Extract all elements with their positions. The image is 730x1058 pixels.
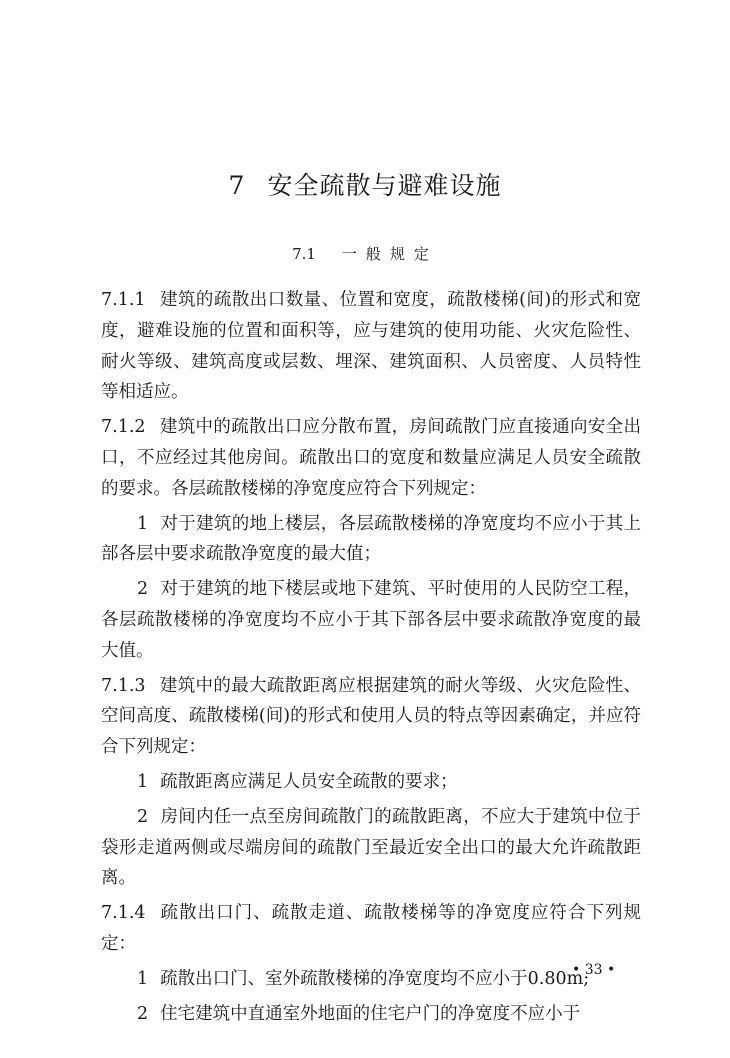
item-paragraph bbox=[101, 509, 641, 571]
clause-number: 7.1.2 bbox=[101, 417, 146, 438]
clause-paragraph bbox=[101, 412, 641, 504]
item-number: 2 bbox=[137, 1003, 149, 1024]
item-number: 1 bbox=[137, 771, 149, 792]
item-text: 对于建筑的地上楼层，各层疏散楼梯的净宽度均不应小于其上部各层中要求疏散净宽度的最大值； bbox=[101, 513, 641, 565]
item-number: 1 bbox=[137, 513, 149, 534]
item-text: 疏散距离应满足人员安全疏散的要求； bbox=[160, 771, 458, 792]
chapter-number: 7 bbox=[228, 171, 246, 200]
clause-text: 建筑中的疏散出口应分散布置，房间疏散门应直接通向安全出口，不应经过其他房间。疏散出口的宽度和数量应满足人员安全疏散的要求。各层疏散楼梯的净宽度应符合下列规定： bbox=[101, 417, 641, 499]
item-paragraph bbox=[101, 999, 641, 1030]
chapter-title-text: 安全疏散与避难设施 bbox=[267, 171, 502, 200]
clause-paragraph bbox=[101, 898, 641, 960]
item-text: 对于建筑的地下楼层或地下建筑、平时使用的人民防空工程，各层疏散楼梯的净宽度均不应小于其下部各层中要求疏散净宽度的最大值。 bbox=[101, 579, 641, 661]
section-title-text: 一般规定 bbox=[341, 245, 438, 263]
item-text: 房间内任一点至房间疏散门的疏散距离，不应大于建筑中位于袋形走道两侧或尽端房间的疏散门至最近安全出口的最大允许疏散距离。 bbox=[101, 806, 641, 889]
item-number: 2 bbox=[137, 579, 149, 600]
clause-text: 疏散出口门、疏散走道、疏散楼梯等的净宽度应符合下列规定： bbox=[101, 903, 641, 954]
section-number: 7.1 bbox=[292, 245, 316, 263]
clause-number: 7.1.4 bbox=[101, 903, 146, 924]
item-paragraph bbox=[101, 802, 641, 894]
item-number: 2 bbox=[137, 806, 149, 827]
item-paragraph bbox=[101, 767, 641, 798]
chapter-title bbox=[0, 166, 730, 202]
clause-text: 建筑的疏散出口数量、位置和宽度，疏散楼梯(间)的形式和宽度，避难设施的位置和面积等，应与建筑的使用功能、火灾危险性、耐火等级、建筑高度或层数、埋深、建筑面积、人员密度、人员特性等相适应。 bbox=[101, 290, 641, 403]
item-paragraph bbox=[101, 574, 641, 666]
clause-number: 7.1.1 bbox=[101, 290, 146, 310]
document-body bbox=[101, 285, 641, 1033]
item-text: 住宅建筑中直通室外地面的住宅户门的净宽度不应小于 bbox=[160, 1003, 581, 1024]
item-number: 1 bbox=[137, 968, 149, 989]
clause-text: 建筑中的最大疏散距离应根据建筑的耐火等级、火灾危险性、空间高度、疏散楼梯(间)的形式和使用人员的特点等因素确定，并应符合下列规定： bbox=[101, 675, 641, 758]
clause-paragraph bbox=[101, 671, 641, 763]
item-paragraph bbox=[101, 964, 641, 995]
section-title bbox=[0, 243, 730, 264]
clause-paragraph bbox=[101, 285, 641, 408]
item-text: 疏散出口门、室外疏散楼梯的净宽度均不应小于0.80m; bbox=[160, 968, 590, 989]
clause-number: 7.1.3 bbox=[101, 675, 146, 696]
page-number: • 33 • bbox=[572, 962, 616, 978]
